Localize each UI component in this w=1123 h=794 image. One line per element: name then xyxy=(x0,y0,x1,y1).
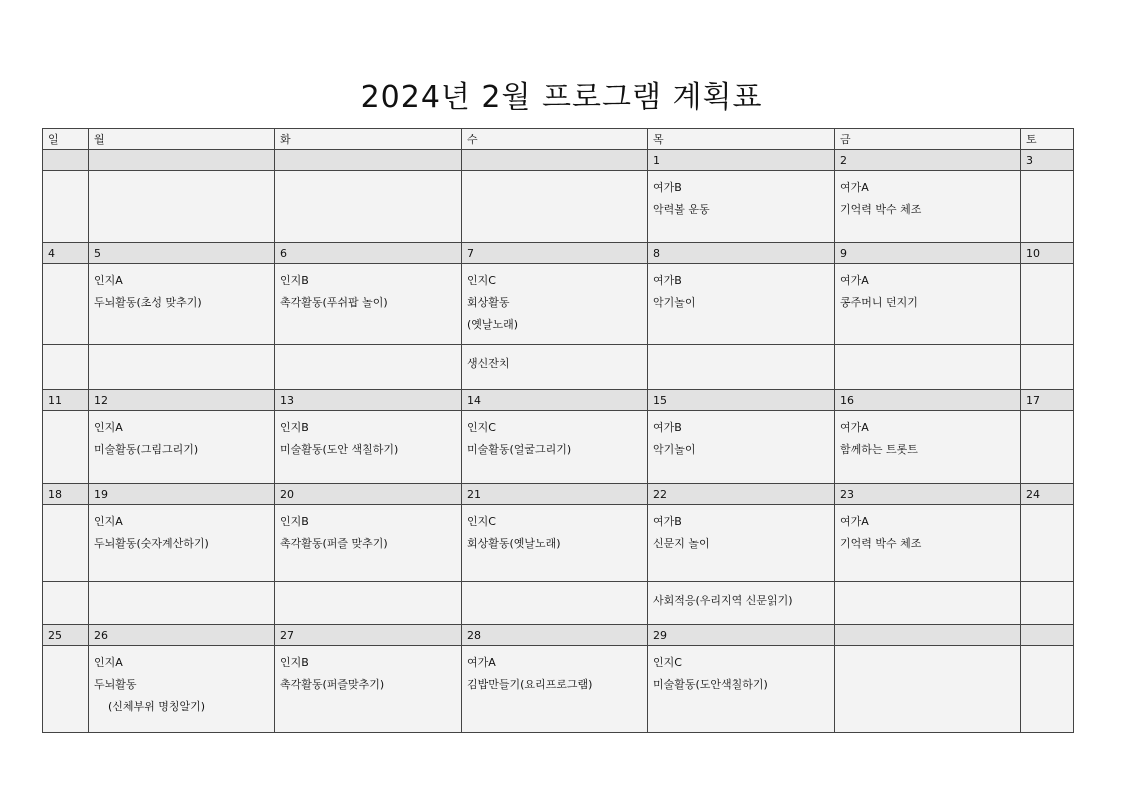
activity-line: 회상활동 xyxy=(467,296,510,309)
date-number-row xyxy=(43,390,1074,411)
activity-row xyxy=(43,171,1074,243)
day-cell xyxy=(275,411,462,484)
date-number: 29 xyxy=(648,625,835,646)
activity-line: 인지B xyxy=(280,515,309,528)
date-number xyxy=(89,150,275,171)
date-number xyxy=(462,150,648,171)
activity-line: 악기놀이 xyxy=(653,443,696,456)
activity-line: 인지A xyxy=(94,421,123,434)
day-cell xyxy=(275,171,462,243)
activity-line: 여가A xyxy=(840,421,869,434)
day-cell xyxy=(43,411,89,484)
date-number: 28 xyxy=(462,625,648,646)
activity-line: 악기놀이 xyxy=(653,296,696,309)
date-number: 27 xyxy=(275,625,462,646)
day-cell xyxy=(835,264,1021,345)
weekday-wed: 수 xyxy=(462,129,648,150)
date-number: 26 xyxy=(89,625,275,646)
weekday-sun: 일 xyxy=(43,129,89,150)
day-cell xyxy=(275,345,462,390)
day-cell xyxy=(648,264,835,345)
day-cell xyxy=(43,646,89,733)
activity-line: 여가A xyxy=(840,181,869,194)
date-number: 9 xyxy=(835,243,1021,264)
date-number: 6 xyxy=(275,243,462,264)
activity-row xyxy=(43,582,1074,625)
day-cell xyxy=(648,171,835,243)
activity-line: 촉각활동(퍼즐 맞추기) xyxy=(280,537,388,550)
date-number xyxy=(1021,625,1074,646)
activity-line: 인지B xyxy=(280,656,309,669)
day-cell xyxy=(43,171,89,243)
activity-line: 인지C xyxy=(467,274,496,287)
activity-line: 인지C xyxy=(467,421,496,434)
day-cell xyxy=(43,505,89,582)
day-cell xyxy=(648,505,835,582)
date-number: 1 xyxy=(648,150,835,171)
weekday-sat: 토 xyxy=(1021,129,1074,150)
day-cell xyxy=(89,646,275,733)
activity-line: 여가B xyxy=(653,421,682,434)
date-number xyxy=(835,625,1021,646)
weekday-tue: 화 xyxy=(275,129,462,150)
activity-line: (옛날노래) xyxy=(467,318,519,331)
day-cell xyxy=(1021,171,1074,243)
day-cell xyxy=(89,264,275,345)
day-cell xyxy=(648,582,835,625)
activity-line: 인지B xyxy=(280,421,309,434)
activity-line: 두뇌활동(숫자계산하기) xyxy=(94,537,209,550)
weekday-mon: 월 xyxy=(89,129,275,150)
weekday-header-row xyxy=(43,129,1074,150)
activity-line: 인지A xyxy=(94,656,123,669)
date-number: 22 xyxy=(648,484,835,505)
date-number: 3 xyxy=(1021,150,1074,171)
activity-row xyxy=(43,505,1074,582)
activity-line: 기억력 박수 체조 xyxy=(840,537,922,550)
date-number-row xyxy=(43,243,1074,264)
day-cell xyxy=(835,171,1021,243)
activity-line: 미술활동(도안색칠하기) xyxy=(653,678,768,691)
activity-row xyxy=(43,345,1074,390)
day-cell xyxy=(89,582,275,625)
date-number: 12 xyxy=(89,390,275,411)
day-cell xyxy=(648,345,835,390)
activity-line: 인지C xyxy=(653,656,682,669)
date-number: 10 xyxy=(1021,243,1074,264)
date-number-row xyxy=(43,150,1074,171)
day-cell xyxy=(1021,264,1074,345)
activity-line: 여가B xyxy=(653,181,682,194)
date-number: 17 xyxy=(1021,390,1074,411)
date-number: 18 xyxy=(43,484,89,505)
day-cell xyxy=(1021,411,1074,484)
activity-line: 미술활동(도안 색칠하기) xyxy=(280,443,399,456)
date-number: 7 xyxy=(462,243,648,264)
day-cell xyxy=(462,264,648,345)
day-cell xyxy=(275,264,462,345)
activity-line: 두뇌활동 xyxy=(94,678,137,691)
day-cell xyxy=(835,582,1021,625)
date-number: 4 xyxy=(43,243,89,264)
day-cell xyxy=(43,582,89,625)
day-cell xyxy=(835,505,1021,582)
day-cell xyxy=(462,411,648,484)
day-cell xyxy=(835,345,1021,390)
activity-line: 미술활동(얼굴그리기) xyxy=(467,443,572,456)
activity-line: 인지A xyxy=(94,274,123,287)
day-cell xyxy=(462,171,648,243)
day-cell xyxy=(462,345,648,390)
activity-row xyxy=(43,646,1074,733)
activity-line: 여가B xyxy=(653,515,682,528)
activity-line: 사회적응(우리지역 신문읽기) xyxy=(653,594,793,607)
activity-line: 여가A xyxy=(840,515,869,528)
activity-line: 촉각활동(퍼즐맞추기) xyxy=(280,678,385,691)
date-number: 13 xyxy=(275,390,462,411)
activity-line: 인지B xyxy=(280,274,309,287)
date-number: 2 xyxy=(835,150,1021,171)
date-number: 20 xyxy=(275,484,462,505)
activity-line: (신체부위 명칭알기) xyxy=(108,700,206,713)
date-number: 5 xyxy=(89,243,275,264)
date-number xyxy=(275,150,462,171)
day-cell xyxy=(275,646,462,733)
activity-line: 촉각활동(푸쉬팝 놀이) xyxy=(280,296,388,309)
calendar-table xyxy=(42,128,1074,733)
day-cell xyxy=(1021,505,1074,582)
day-cell xyxy=(89,411,275,484)
date-number: 11 xyxy=(43,390,89,411)
activity-line: 콩주머니 던지기 xyxy=(840,296,918,309)
day-cell xyxy=(89,345,275,390)
day-cell xyxy=(1021,345,1074,390)
activity-line: 인지A xyxy=(94,515,123,528)
activity-line: 기억력 박수 체조 xyxy=(840,203,922,216)
date-number: 16 xyxy=(835,390,1021,411)
activity-line: 미술활동(그림그리기) xyxy=(94,443,199,456)
activity-line: 악력볼 운동 xyxy=(653,203,710,216)
day-cell xyxy=(835,411,1021,484)
day-cell xyxy=(1021,646,1074,733)
day-cell xyxy=(462,646,648,733)
day-cell xyxy=(648,411,835,484)
activity-line: 여가A xyxy=(467,656,496,669)
date-number: 14 xyxy=(462,390,648,411)
activity-line: 신문지 놀이 xyxy=(653,537,710,550)
weekday-fri: 금 xyxy=(835,129,1021,150)
activity-line: 두뇌활동(초성 맞추기) xyxy=(94,296,202,309)
date-number xyxy=(43,150,89,171)
date-number-row xyxy=(43,625,1074,646)
day-cell xyxy=(89,171,275,243)
activity-row xyxy=(43,411,1074,484)
activity-line: 함께하는 트롯트 xyxy=(840,443,918,456)
date-number-row xyxy=(43,484,1074,505)
activity-line: 여가B xyxy=(653,274,682,287)
page-title: 2024년 2월 프로그램 계획표 xyxy=(360,80,763,115)
day-cell xyxy=(462,582,648,625)
date-number: 21 xyxy=(462,484,648,505)
activity-line: 인지C xyxy=(467,515,496,528)
activity-line: 생신잔치 xyxy=(467,357,510,370)
date-number: 19 xyxy=(89,484,275,505)
day-cell xyxy=(89,505,275,582)
activity-line: 회상활동(옛날노래) xyxy=(467,537,561,550)
day-cell xyxy=(43,264,89,345)
date-number: 25 xyxy=(43,625,89,646)
date-number: 15 xyxy=(648,390,835,411)
day-cell xyxy=(835,646,1021,733)
day-cell xyxy=(275,582,462,625)
date-number: 8 xyxy=(648,243,835,264)
weekday-thu: 목 xyxy=(648,129,835,150)
day-cell xyxy=(1021,582,1074,625)
date-number: 24 xyxy=(1021,484,1074,505)
activity-line: 여가A xyxy=(840,274,869,287)
day-cell xyxy=(275,505,462,582)
day-cell xyxy=(462,505,648,582)
activity-row xyxy=(43,264,1074,345)
activity-line: 김밥만들기(요리프로그램) xyxy=(467,678,593,691)
day-cell xyxy=(648,646,835,733)
day-cell xyxy=(43,345,89,390)
date-number: 23 xyxy=(835,484,1021,505)
